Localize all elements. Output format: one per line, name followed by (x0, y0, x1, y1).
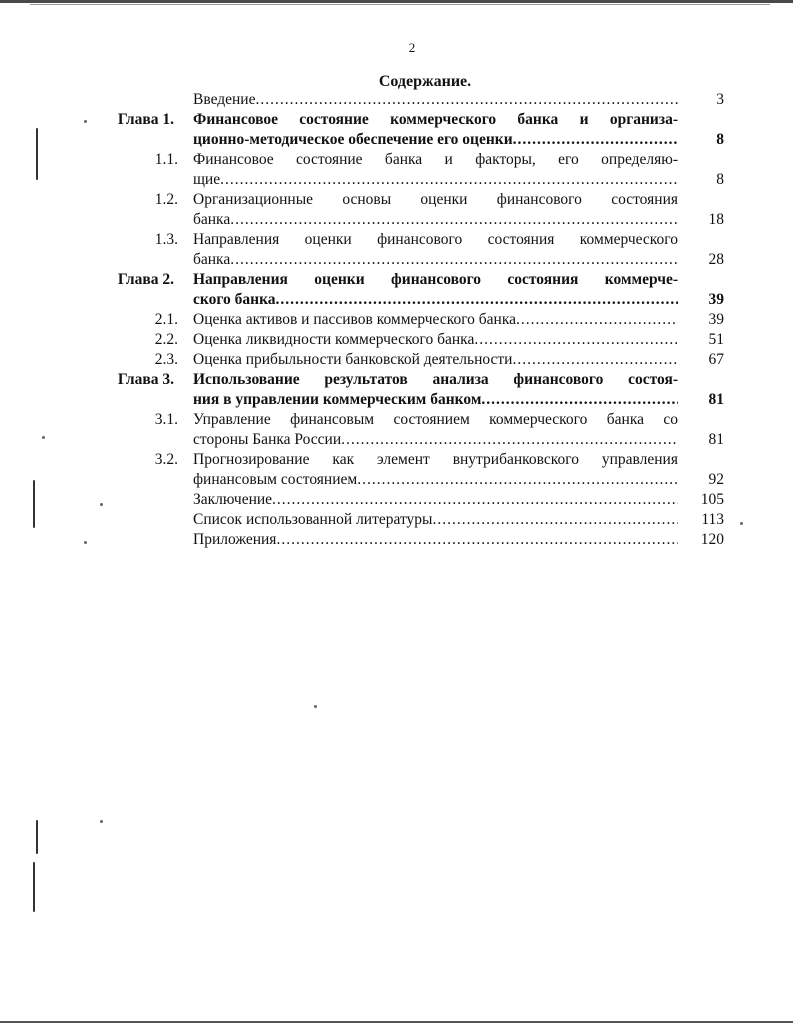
scan-mark (36, 128, 38, 180)
toc-entry-page: 51 (708, 331, 724, 348)
toc-entry-page: 8 (716, 171, 724, 188)
toc-entry-number: 2.2. (154, 331, 178, 348)
toc-entry-page: 81 (708, 391, 724, 408)
toc-entry-section-3-1-cont[interactable] (0, 430, 793, 450)
toc-entry-title-cont: стороны Банка России (193, 431, 342, 448)
toc-entry-title: Введение (193, 91, 256, 108)
toc-entry-title: Список использованной литературы (193, 511, 433, 528)
toc-entry-conclusion[interactable] (0, 490, 793, 510)
toc-entry-number: 3.1. (154, 411, 178, 428)
scan-speck (84, 120, 87, 123)
toc-entry-title: Оценка ликвидности коммерческого банка (193, 331, 475, 348)
toc-entry-title-cont: ния в управлении коммерческим банком (193, 391, 482, 408)
scan-mark (33, 862, 35, 912)
toc-entry-section-3-2-cont[interactable] (0, 470, 793, 490)
toc-entry-page: 28 (708, 251, 724, 268)
toc-entry-section-3-1[interactable] (0, 410, 793, 430)
toc-entry-chapter-2[interactable] (0, 270, 793, 290)
toc-entry-page: 81 (708, 431, 724, 448)
toc-entry-page: 39 (708, 311, 724, 328)
toc-entry-title: Оценка прибыльности банковской деятельности (193, 351, 513, 368)
toc-entry-title: Направления оценки финансового состояния коммерче- (193, 271, 678, 288)
toc-entry-page: 92 (708, 471, 724, 488)
toc-entry-number: 2.3. (154, 351, 178, 368)
toc-entry-section-2-2[interactable] (0, 330, 793, 350)
toc-entry-section-1-1[interactable] (0, 150, 793, 170)
scan-speck (84, 541, 87, 544)
toc-entry-section-2-1[interactable] (0, 310, 793, 330)
scan-speck (314, 705, 317, 708)
toc-entry-page: 3 (716, 91, 724, 108)
scan-mark (36, 820, 38, 854)
scan-speck (42, 436, 45, 439)
toc-entry-section-2-3[interactable] (0, 350, 793, 370)
toc-entry-number: 1.3. (154, 231, 178, 248)
toc-entry-title: Оценка активов и пассивов коммерческого банка (193, 311, 517, 328)
toc-entry-title-cont: ского банка (193, 291, 276, 308)
toc-entry-title: Управление финансовым состоянием коммерческого банка со (193, 411, 678, 428)
toc-entry-number: 1.2. (154, 191, 178, 208)
toc-entry-introduction[interactable] (0, 90, 793, 110)
toc-entry-section-1-3-cont[interactable] (0, 250, 793, 270)
toc-entry-title: Направления оценки финансового состояния коммерческого (193, 231, 678, 248)
toc-entry-title-cont: банка (193, 211, 231, 228)
toc-entry-section-1-3[interactable] (0, 230, 793, 250)
scan-speck (100, 820, 103, 823)
toc-entry-page: 8 (716, 131, 724, 148)
toc-entry-page: 18 (708, 211, 724, 228)
toc-entry-title: Финансовое состояние коммерческого банка и организа- (193, 111, 678, 128)
toc-entry-title-cont: финансовым состоянием (193, 471, 358, 488)
toc-entry-chapter-3-cont[interactable] (0, 390, 793, 410)
toc-entry-title-cont: щие (193, 171, 221, 188)
page-number: 2 (408, 40, 416, 55)
toc-entry-number: Глава 2. (117, 271, 174, 288)
scan-speck (100, 503, 103, 506)
toc-entry-page: 113 (701, 511, 724, 528)
toc-entry-title: Организационные основы оценки финансового состояния (193, 191, 678, 208)
toc-entry-number: 2.1. (154, 311, 178, 328)
toc-entry-chapter-2-cont[interactable] (0, 290, 793, 310)
toc-entry-number: 1.1. (154, 151, 178, 168)
toc-entry-title: Заключение (193, 491, 273, 508)
toc-entry-number: 3.2. (154, 451, 178, 468)
toc-entry-title-cont: ционно-методическое обеспечение его оценки (193, 131, 513, 148)
toc-entry-section-1-2[interactable] (0, 190, 793, 210)
toc-entry-appendices[interactable] (0, 530, 793, 550)
toc-entry-title-cont: банка (193, 251, 231, 268)
toc-entry-page: 67 (708, 351, 724, 368)
toc-entry-number: Глава 1. (117, 111, 174, 128)
toc-entry-page: 39 (708, 291, 724, 308)
toc-entry-bibliography[interactable] (0, 510, 793, 530)
toc-entry-title: Приложения (193, 531, 277, 548)
toc-entry-title: Финансовое состояние банка и факторы, его определяю- (193, 151, 678, 168)
toc-entry-section-1-1-cont[interactable] (0, 170, 793, 190)
toc-entry-page: 120 (700, 531, 724, 548)
toc-entry-number: Глава 3. (117, 371, 174, 388)
scan-mark (33, 480, 35, 528)
toc-entry-page: 105 (700, 491, 724, 508)
toc-title: Содержание. (378, 73, 472, 90)
toc-entry-title: Использование результатов анализа финансового состоя- (193, 371, 678, 388)
toc-entry-section-1-2-cont[interactable] (0, 210, 793, 230)
toc-entry-section-3-2[interactable] (0, 450, 793, 470)
toc-entry-title: Прогнозирование как элемент внутрибанковского управления (193, 451, 678, 468)
toc-entry-chapter-1[interactable] (0, 110, 793, 130)
scan-speck (740, 522, 743, 525)
toc-entry-chapter-1-cont[interactable] (0, 130, 793, 150)
toc-entry-chapter-3[interactable] (0, 370, 793, 390)
